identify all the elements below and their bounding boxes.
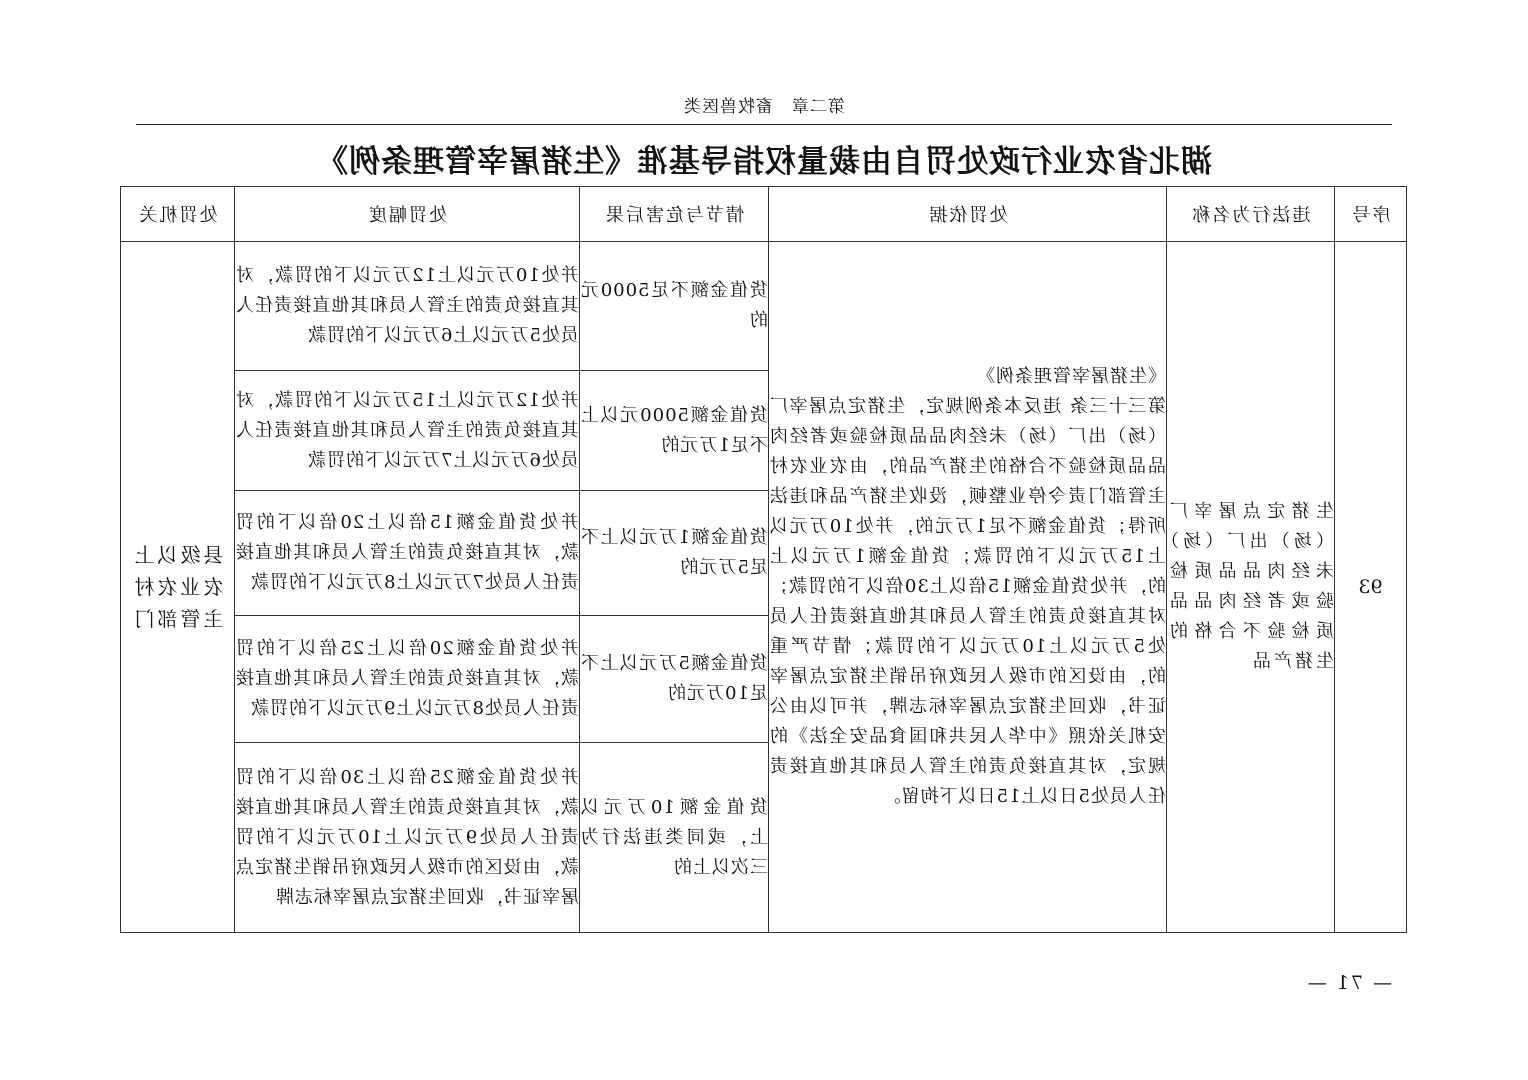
running-header bbox=[136, 92, 1392, 117]
penalty-range-cell-1: 并处10万元以上12万元以下的罚款，对其直接负责的主管人员和其他直接责任人员处5万元以上6万元以下的罚款 bbox=[235, 242, 580, 371]
chapter-label: 第二章 bbox=[791, 97, 845, 117]
header-rule bbox=[136, 124, 1392, 125]
penalty-range-cell-2: 并处12万元以上15万元以下的罚款，对其直接负责的主管人员和其他直接责任人员处6万元以上7万元以下的罚款 bbox=[235, 371, 580, 491]
authority-cell: 县级以上 农业农村 主管部门 bbox=[121, 242, 235, 933]
header-violation: 违法行为名称 bbox=[1167, 187, 1335, 242]
penalty-basis-cell: 《生猪屠宰管理条例》 第三十三条 违反本条例规定，生猪定点屠宰厂（场）出厂（场）未经肉品品质检验或者经肉品品质检验不合格的生猪产品的，由农业农村主管部门责令停业整顿，没收生猪产品和违法所得；货值金额不足1万元的，并处10万元以上15万元以下的罚款；货值金额1万元以上的，并处货值金额15倍以上30倍以下的罚款；对其直接负责的主管人员和其他直接责任人员处5万元以上10万元以下的罚款；情节严重的，由设区的市级人民政府吊销生猪定点屠宰证书，收回生猪定点屠宰标志牌，并可以由公安机关依照《中华人民共和国食品安全法》的规定，对其直接负责的主管人员和其他直接责任人员处5日以上15日以下拘留。 bbox=[769, 242, 1167, 933]
category-label: 畜牧兽医类 bbox=[683, 97, 773, 117]
header-authority: 处罚机关 bbox=[121, 187, 235, 242]
table-row bbox=[121, 242, 1407, 371]
violation-name-cell: 生猪定点屠宰厂（场）出厂（场）未经肉品品质检验或者经肉品品质检验不合格的生猪产品 bbox=[1167, 242, 1335, 933]
table-header-row bbox=[121, 187, 1407, 242]
header-circumstance: 情节与危害后果 bbox=[580, 187, 769, 242]
header-penalty-range: 处罚幅度 bbox=[235, 187, 580, 242]
page-number: — 71 — bbox=[1305, 972, 1392, 994]
document-title: 湖北省农业行政处罚自由裁量权指导基准《生猪屠宰管理条例》 bbox=[316, 144, 1212, 180]
circumstance-cell-3: 货值金额1万元以上不足5万元的 bbox=[580, 491, 769, 616]
seq-cell: 93 bbox=[1335, 242, 1407, 933]
penalty-standard-table bbox=[120, 186, 1407, 933]
circumstance-cell-1: 货值金额不足5000元的 bbox=[580, 242, 769, 371]
penalty-range-cell-3: 并处货值金额15倍以上20倍以下的罚款，对其直接负责的主管人员和其他直接责任人员处7万元以上8万元以下的罚款 bbox=[235, 491, 580, 616]
circumstance-cell-2: 货值金额5000元以上不足1万元的 bbox=[580, 371, 769, 491]
header-seq: 序号 bbox=[1335, 187, 1407, 242]
penalty-range-cell-4: 并处货值金额20倍以上25倍以下的罚款，对其直接负责的主管人员和其他直接责任人员处8万元以上9万元以下的罚款 bbox=[235, 616, 580, 743]
header-basis: 处罚依据 bbox=[769, 187, 1167, 242]
circumstance-cell-4: 货值金额5万元以上不足10万元的 bbox=[580, 616, 769, 743]
circumstance-cell-5: 货值金额10万元以上，或同类违法行为三次以上的 bbox=[580, 743, 769, 933]
penalty-range-cell-5: 并处货值金额25倍以上30倍以下的罚款，对其直接负责的主管人员和其他直接责任人员处9万元以上10万元以下的罚款，由设区的市级人民政府吊销生猪定点屠宰证书，收回生猪定点屠宰标志牌 bbox=[235, 743, 580, 933]
